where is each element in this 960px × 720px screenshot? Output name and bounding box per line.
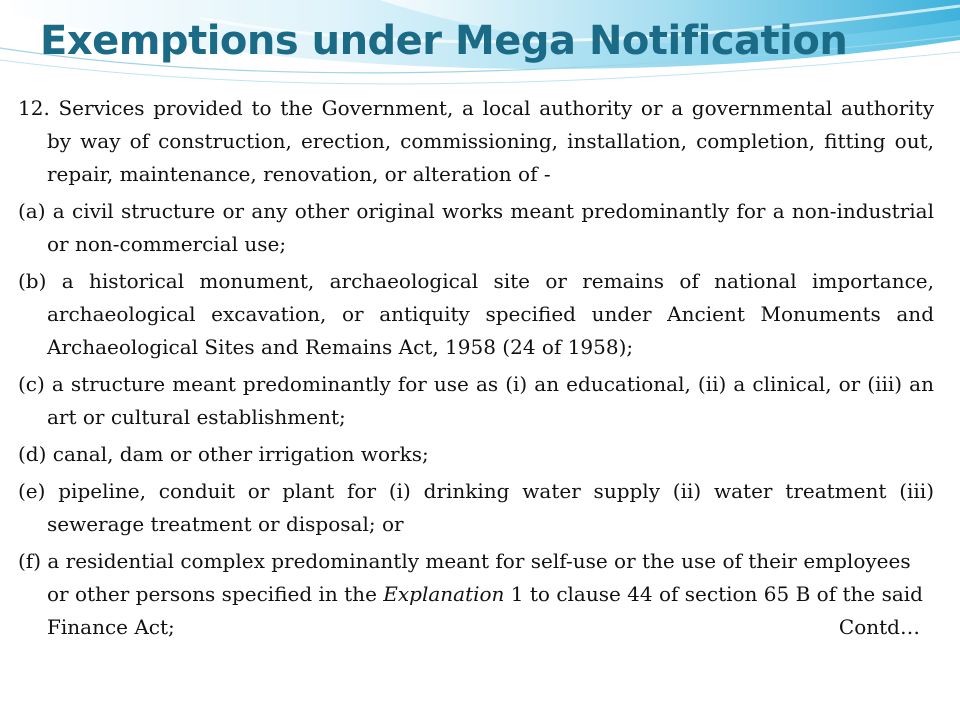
item-f	[18, 545, 934, 644]
item-f-emphasis: Explanation	[383, 582, 505, 606]
slide-title: Exemptions under Mega Notification	[40, 18, 848, 64]
item-c: (c) a structure meant predominantly for use as (i) an educational, (ii) a clinical, or (iii) an art or cultural establishment;	[18, 372, 934, 429]
item-d: (d) canal, dam or other irrigation works;	[18, 442, 429, 466]
contd-label: Contd…	[838, 615, 920, 639]
content-body	[18, 92, 934, 648]
item-f-text-end: 1 to clause 44 of section 65 B of the said Finance Act;	[47, 582, 923, 639]
item-e: (e) pipeline, conduit or plant for (i) drinking water supply (ii) water treatment (iii) sewerage treatment or disposal; or	[18, 479, 934, 536]
item-b: (b) a historical monument, archaeological site or remains of national importance, archaeological excavation, or antiquity specified under Ancient Monuments and Archaeological Sites and Remains Act, 1958 (24 of 1958);	[18, 269, 934, 359]
clause-12-intro: 12. Services provided to the Government, a local authority or a governmental authority by way of construction, erection, commissioning, installation, completion, fitting out, repair, maintenance, renovation, or alteration of -	[18, 96, 934, 186]
item-f-text: (f) a residential complex predominantly meant for self-use or the use of their employees or other persons specified in the	[18, 549, 911, 606]
item-a: (a) a civil structure or any other original works meant predominantly for a non-industrial or non-commercial use;	[18, 199, 934, 256]
